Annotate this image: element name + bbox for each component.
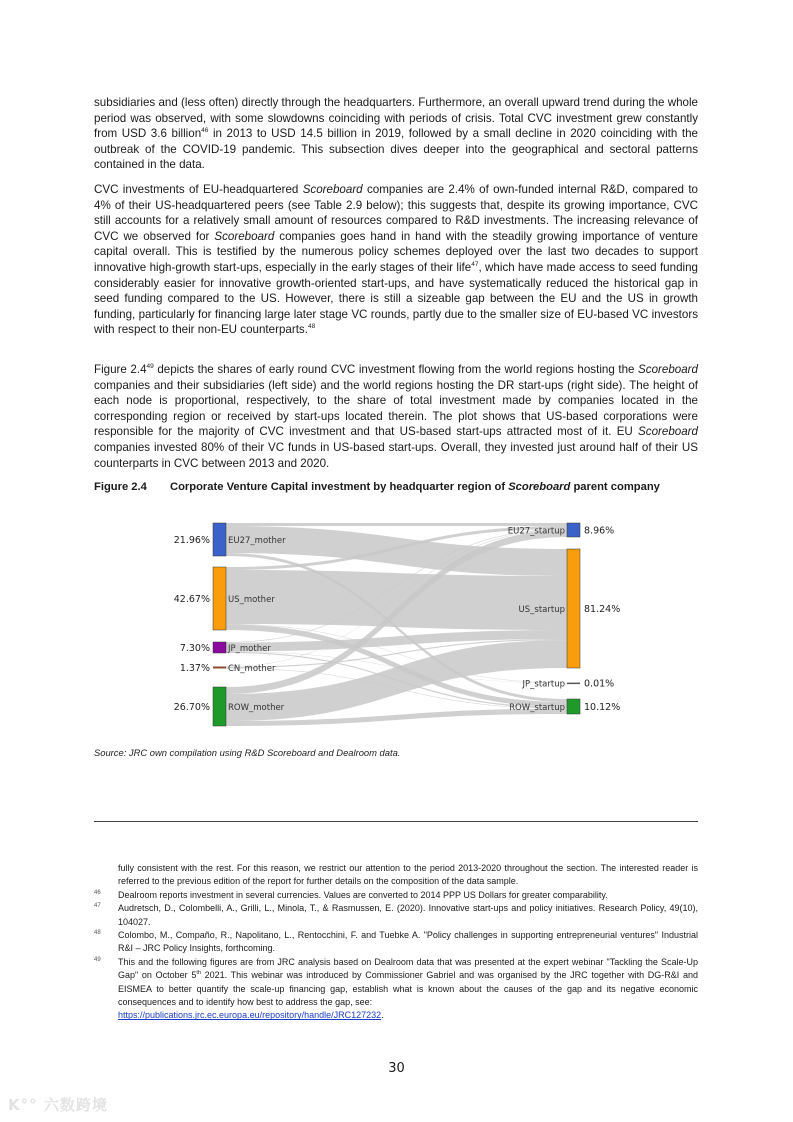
sankey-node-label: JP_mother: [228, 644, 271, 654]
sankey-node-us-startup: [567, 549, 580, 668]
footnote-47: 47 Audretsch, D., Colombelli, A., Grilli, L., Minola, T., & Rasmussen, E. (2020). Innovative start-ups and policy initiatives. Research Policy, 49(10), 104027.: [94, 903, 698, 927]
sankey-links: [226, 523, 567, 726]
footnote-ref-49[interactable]: 49: [146, 363, 154, 371]
sankey-node-share: 10.12%: [584, 702, 621, 713]
figure-number: Figure 2.4: [94, 481, 147, 493]
sankey-node-eu27-startup: [567, 523, 580, 537]
sankey-node-jp-mother: [213, 642, 226, 653]
footnote-48: 48 Colombo, M., Compaño, R., Napolitano, L., Rentocchini, F. and Tuebke A. "Policy challenges in supporting entrepreneurial ventures" Industrial R&I – JRC Policy Insights, forthcoming.: [94, 930, 698, 954]
sankey-node-row-mother: [213, 687, 226, 726]
sankey-node-share: 0.01%: [584, 678, 615, 690]
footnote-ref-48[interactable]: 48: [307, 323, 316, 331]
sankey-node-label: CN_mother: [228, 664, 276, 674]
sankey-node-label: ROW_mother: [228, 703, 285, 713]
sankey-node-jp-startup: [567, 683, 580, 685]
watermark-logo: K°° 六数跨境: [8, 1096, 108, 1114]
sankey-link: [226, 570, 567, 630]
footnote-46: 46 Dealroom reports investment in several currencies. Values are converted to 2014 PPP US Dollars for greater comparability.: [94, 889, 608, 900]
sankey-chart: [0, 505, 793, 745]
sankey-node-eu27-mother: [213, 523, 226, 556]
paragraph-2: CVC investments of EU-headquartered Scoreboard companies are 2.4% of own-funded internal R&D, compared to 4% of their US-headquartered peers (see Table 2.9 below); this suggests that, despite its growing importance, CVC still accounts for a relatively small amount of resources compared to R&D investments. The increasing relevance of CVC we observed for Scoreboard companies goes hand in hand with the steadily growing importance of venture capital overall. This is testified by the numerous policy schemes deployed over the last two decades to support innovative high-growth start-ups, especially in the early stages of their life$^{47}$, which have made access to seed funding considerably easier for innovative growth-oriented start-ups, and have systematically reduced the historical gap in seed funding compared to the US. However, there is still a sizeable gap between the EU and the US in growth funding, particularly for financing large later stage VC rounds, partly due to the smaller size of EU-based VC investors with respect to their non-EU counterparts.$^{48}$: [94, 183, 698, 337]
sankey-node-row-startup: [567, 699, 580, 714]
sankey-node-share: 42.67%: [173, 594, 210, 605]
paragraph-3: Figure $2.4^{49}$ depicts the shares of early round CVC investment flowing from the world regions hosting the Scoreboard companies and their subsidiaries (left side) and the world regions hosting the DR start-ups (right side). The height of each node is proportional, respectively, to the share of total investment made by companies located in the corresponding region or received by start-ups located therein. The plot shows that US-based corporations were responsible for the majority of CVC investment and that US-based start-ups attracted most of it. EU Scoreboard companies invested 80% of their VC funds in US-based start-ups. Overall, they invested just around half of their US counterparts in CVC between 2013 and 2020.: [94, 363, 698, 470]
sankey-node-cn-mother: [213, 667, 226, 669]
footnote-continuation: fully consistent with the rest. For this reason, we restrict our attention to the period 2013-2020 throughout the section. The interested reader is referred to the previous edition of the report for further details on the composition of the data sample.: [118, 863, 698, 887]
footnote-49: 49 This and the following figures are from JRC analysis based on Dealroom data that was presented at the expert webinar "Tackling the Scale-Up Gap" on October 5th 2021. This webinar was introduced by Commissioner Gabriel and was organised by the JRC together with DG-R&I and EISMEA to better quantify the scale-up financing gap, establish what is known about the causes of the gap and its negative economic consequences and to identify how best to address the gap, see: https://publications.jrc.ec.europa.eu/repository/handle/JRC127232.: [94, 956, 698, 1021]
sankey-node-label: EU27_startup: [507, 526, 565, 537]
footnote-ref-47[interactable]: 47: [471, 261, 479, 269]
jrc-repository-link[interactable]: https://publications.jrc.ec.europa.eu/repository/handle/JRC127232: [118, 1010, 382, 1021]
footnote-ref-46[interactable]: 46: [201, 127, 209, 135]
figure-source: Source: JRC own compilation using R&D Scoreboard and Dealroom data.: [94, 747, 401, 758]
footnote-separator: [94, 821, 698, 822]
sankey-node-us-mother: [213, 567, 226, 630]
sankey-node-share: 8.96%: [584, 525, 615, 537]
sankey-node-share: 81.24%: [584, 604, 621, 615]
sankey-node-share: 1.37%: [179, 663, 210, 674]
sankey-node-label: US_mother: [228, 595, 275, 605]
sankey-node-share: 21.96%: [173, 535, 210, 546]
sankey-node-label: JP_startup: [522, 679, 565, 690]
footnotes: [94, 862, 698, 1023]
sankey-node-share: 26.70%: [173, 702, 210, 713]
sankey-node-label: ROW_startup: [509, 703, 565, 713]
sankey-node-share: 7.30%: [179, 643, 210, 654]
sankey-node-label: EU27_mother: [228, 536, 286, 546]
sankey-svg: [0, 505, 793, 745]
figure-title: Figure 2.4 Corporate Venture Capital investment by headquarter region of Scoreboard parent company: [94, 481, 660, 493]
sankey-node-label: US_startup: [518, 605, 565, 615]
page-number: 30: [388, 1061, 405, 1076]
paragraph-1: subsidiaries and (less often) directly through the headquarters. Furthermore, an overall upward trend during the whole period was observed, with some slowdowns coinciding with periods of crisis. Total CVC investment grew constantly from USD 3.6 billion$^{46}$ in 2013 to USD 14.5 billion in 2019, followed by a small decline in 2020 coinciding with the outbreak of the COVID-19 pandemic. This subsection dives deeper into the geographical and sectoral patterns contained in the data.: [94, 96, 699, 172]
